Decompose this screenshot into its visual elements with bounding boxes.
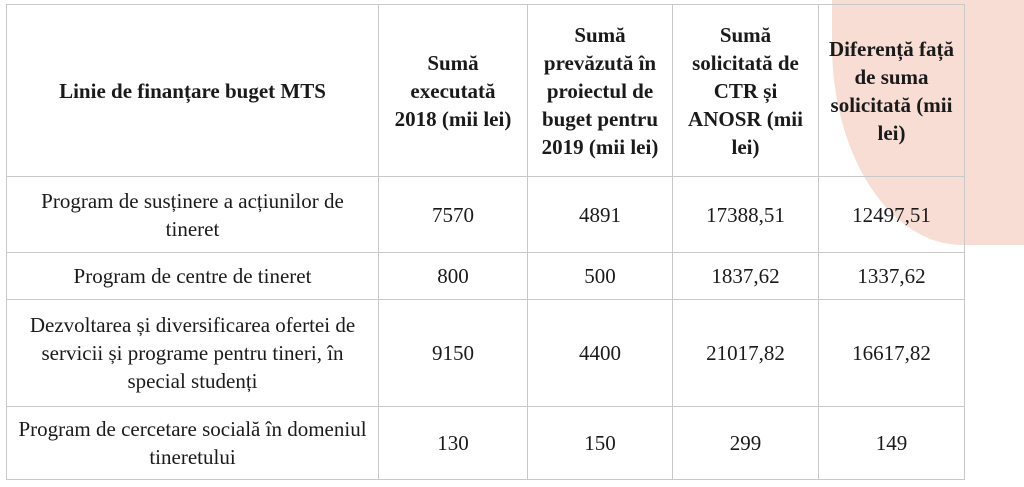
cell-executed-2018: 7570 <box>379 177 528 253</box>
cell-executed-2018: 800 <box>379 253 528 300</box>
cell-planned-2019: 500 <box>528 253 673 300</box>
cell-difference: 1337,62 <box>819 253 965 300</box>
cell-difference: 12497,51 <box>819 177 965 253</box>
cell-requested: 299 <box>673 407 819 480</box>
cell-executed-2018: 130 <box>379 407 528 480</box>
cell-difference: 16617,82 <box>819 300 965 407</box>
cell-planned-2019: 150 <box>528 407 673 480</box>
header-difference: Diferență față de suma solicitată (mii lei) <box>819 5 965 177</box>
cell-funding-line: Program de cercetare socială în domeniul tineretului <box>7 407 379 480</box>
cell-requested: 17388,51 <box>673 177 819 253</box>
table-row <box>7 300 965 407</box>
table-row <box>7 253 965 300</box>
header-planned-2019: Sumă prevăzută în proiectul de buget pentru 2019 (mii lei) <box>528 5 673 177</box>
table-header-row <box>7 5 965 177</box>
cell-requested: 1837,62 <box>673 253 819 300</box>
header-requested: Sumă solicitată de CTR și ANOSR (mii lei) <box>673 5 819 177</box>
cell-difference: 149 <box>819 407 965 480</box>
table-row <box>7 407 965 480</box>
cell-funding-line: Program de centre de tineret <box>7 253 379 300</box>
header-funding-line: Linie de finanțare buget MTS <box>7 5 379 177</box>
budget-table <box>6 4 965 480</box>
cell-planned-2019: 4400 <box>528 300 673 407</box>
cell-requested: 21017,82 <box>673 300 819 407</box>
cell-executed-2018: 9150 <box>379 300 528 407</box>
header-executed-2018: Sumă executată 2018 (mii lei) <box>379 5 528 177</box>
cell-funding-line: Program de susținere a acțiunilor de tineret <box>7 177 379 253</box>
cell-funding-line: Dezvoltarea și diversificarea ofertei de servicii și programe pentru tineri, în special studenți <box>7 300 379 407</box>
cell-planned-2019: 4891 <box>528 177 673 253</box>
table-row <box>7 177 965 253</box>
